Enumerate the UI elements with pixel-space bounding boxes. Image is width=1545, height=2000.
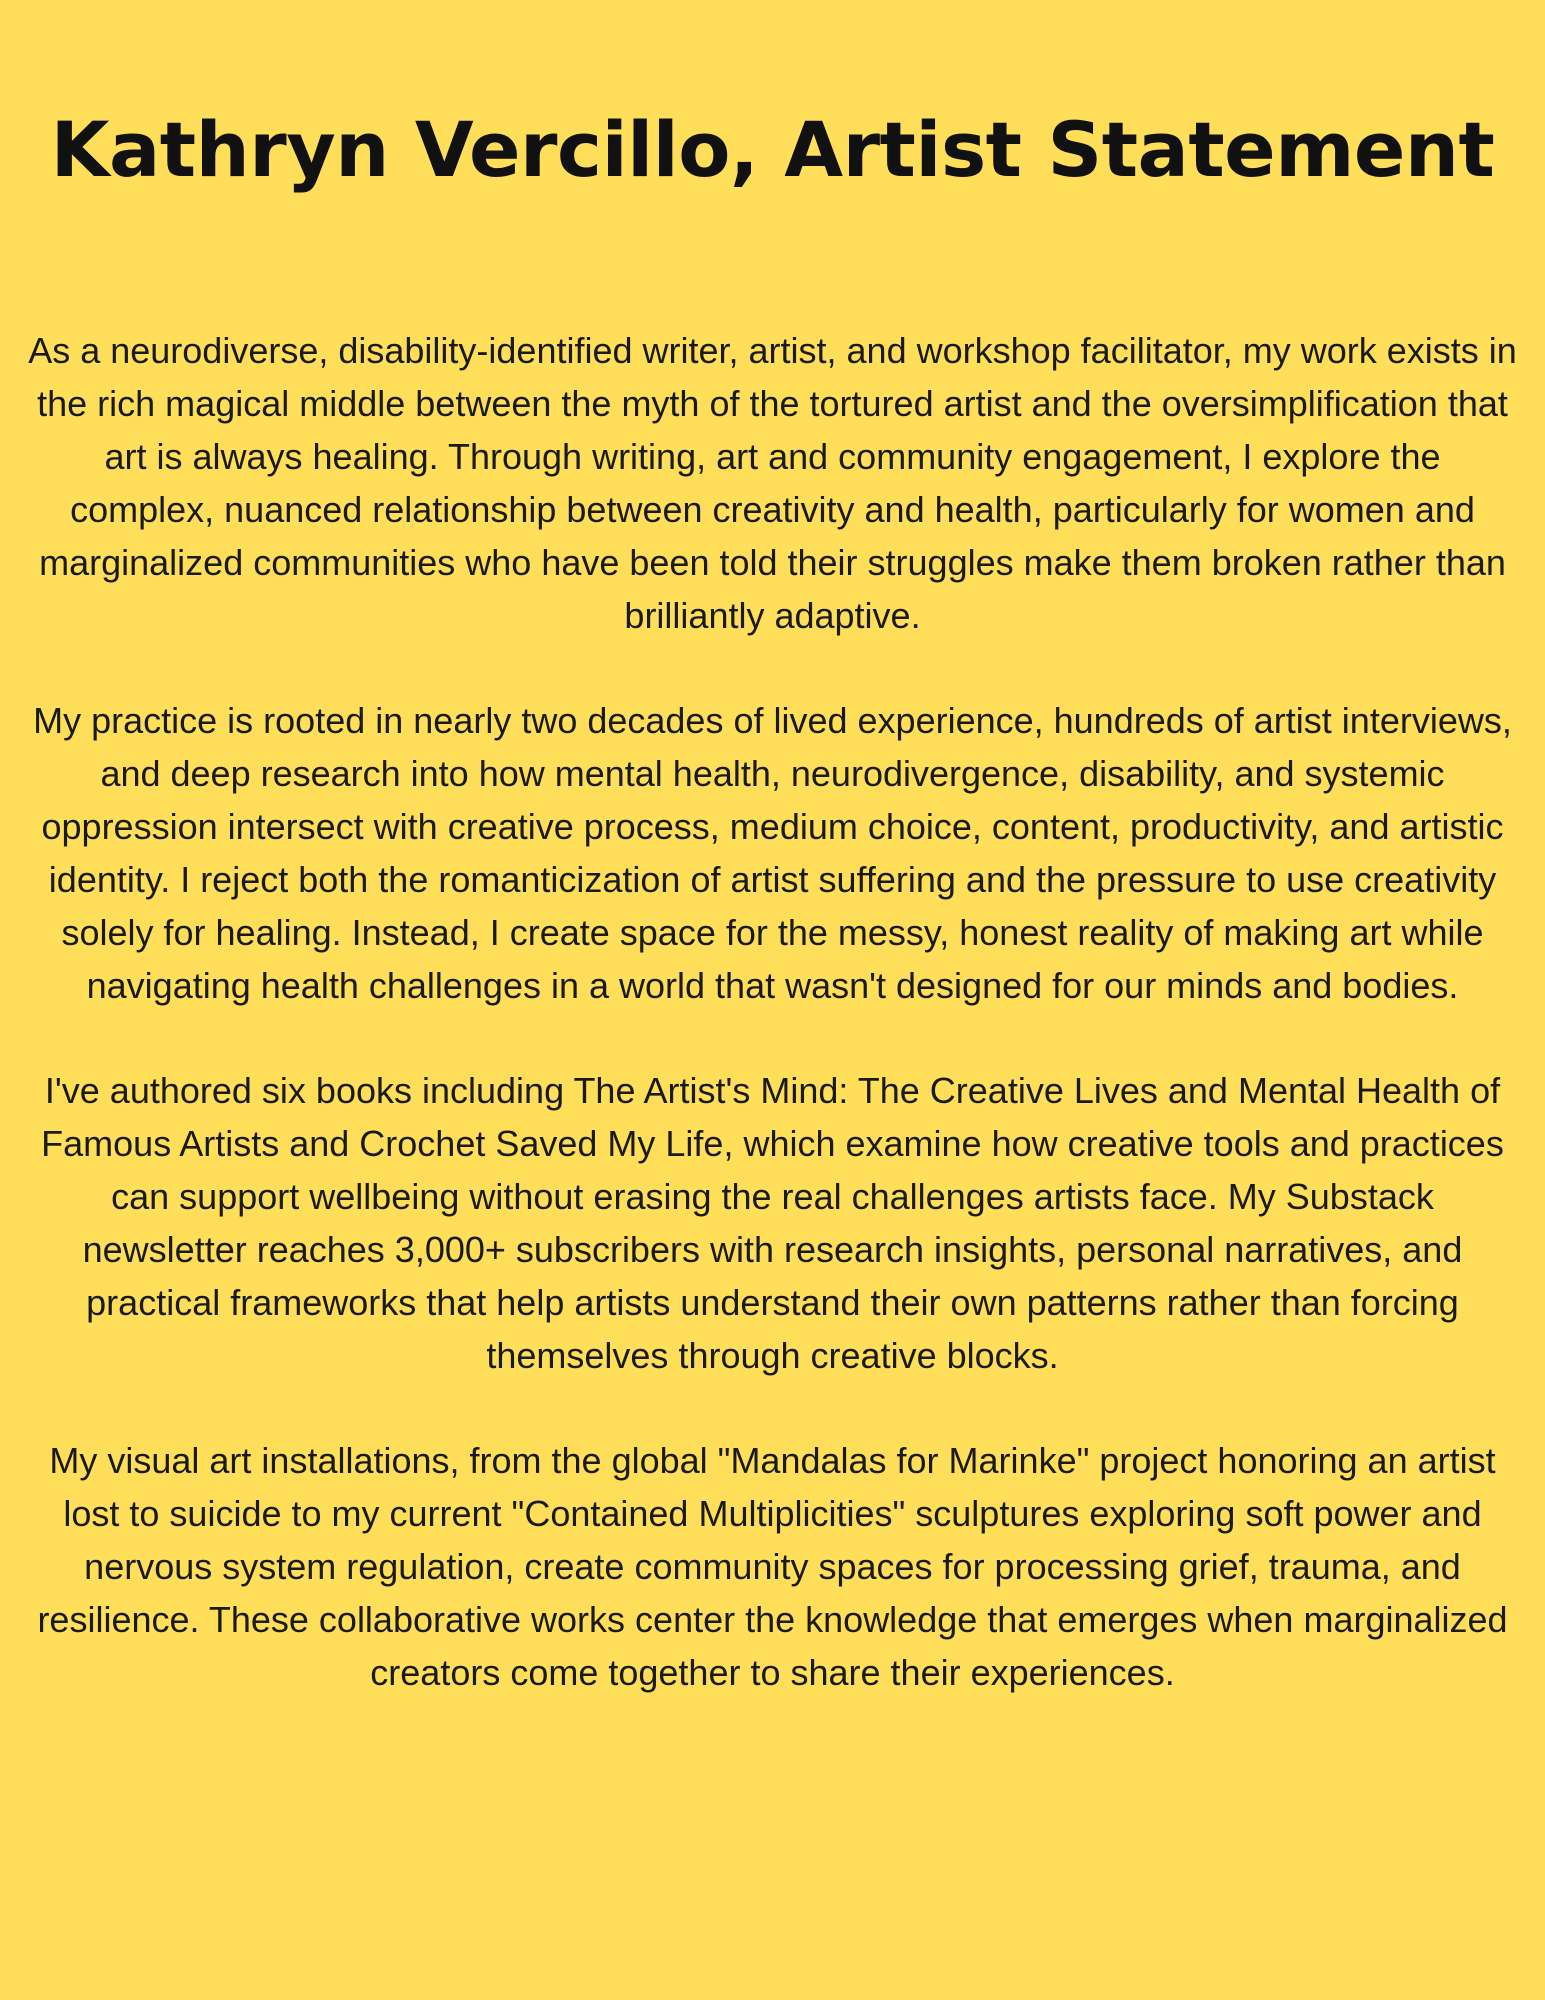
statement-body [28,324,1517,1699]
paragraph-books: I've authored six books including The Artist's Mind: The Creative Lives and Mental Health of Famous Artists and Crochet Saved My Life, which examine how creative tools and practices can support wellbeing without erasing the real challenges artists face. My Substack newsletter reaches 3,000+ subscribers with research insights, personal narratives, and practical frameworks that help artists understand their own patterns rather than forcing themselves through creative blocks. [41,1070,1504,1376]
page-title: Kathryn Vercillo, Artist Statement [50,105,1495,194]
paragraph-intro: As a neurodiverse, disability-identified writer, artist, and workshop facilitator, my work exists in the rich magical middle between the myth of the tortured artist and the oversimplification that art is always healing. Through writing, art and community engagement, I explore the complex, nuanced relationship between creativity and health, particularly for women and marginalized communities who have been told their struggles make them broken rather than brilliantly adaptive. [28,330,1517,636]
paragraph-installations: My visual art installations, from the global "Mandalas for Marinke" project honoring an artist lost to suicide to my current "Contained Multiplicities" sculptures exploring soft power and nervous system regulation, create community spaces for processing grief, trauma, and resilience. These collaborative works center the knowledge that emerges when marginalized creators come together to share their experiences. [37,1440,1508,1693]
paragraph-practice: My practice is rooted in nearly two decades of lived experience, hundreds of artist interviews, and deep research into how mental health, neurodivergence, disability, and systemic oppression intersect with creative process, medium choice, content, productivity, and artistic identity. I reject both the romanticization of artist suffering and the pressure to use creativity solely for healing. Instead, I create space for the messy, honest reality of making art while navigating health challenges in a world that wasn't designed for our minds and bodies. [33,700,1512,1006]
